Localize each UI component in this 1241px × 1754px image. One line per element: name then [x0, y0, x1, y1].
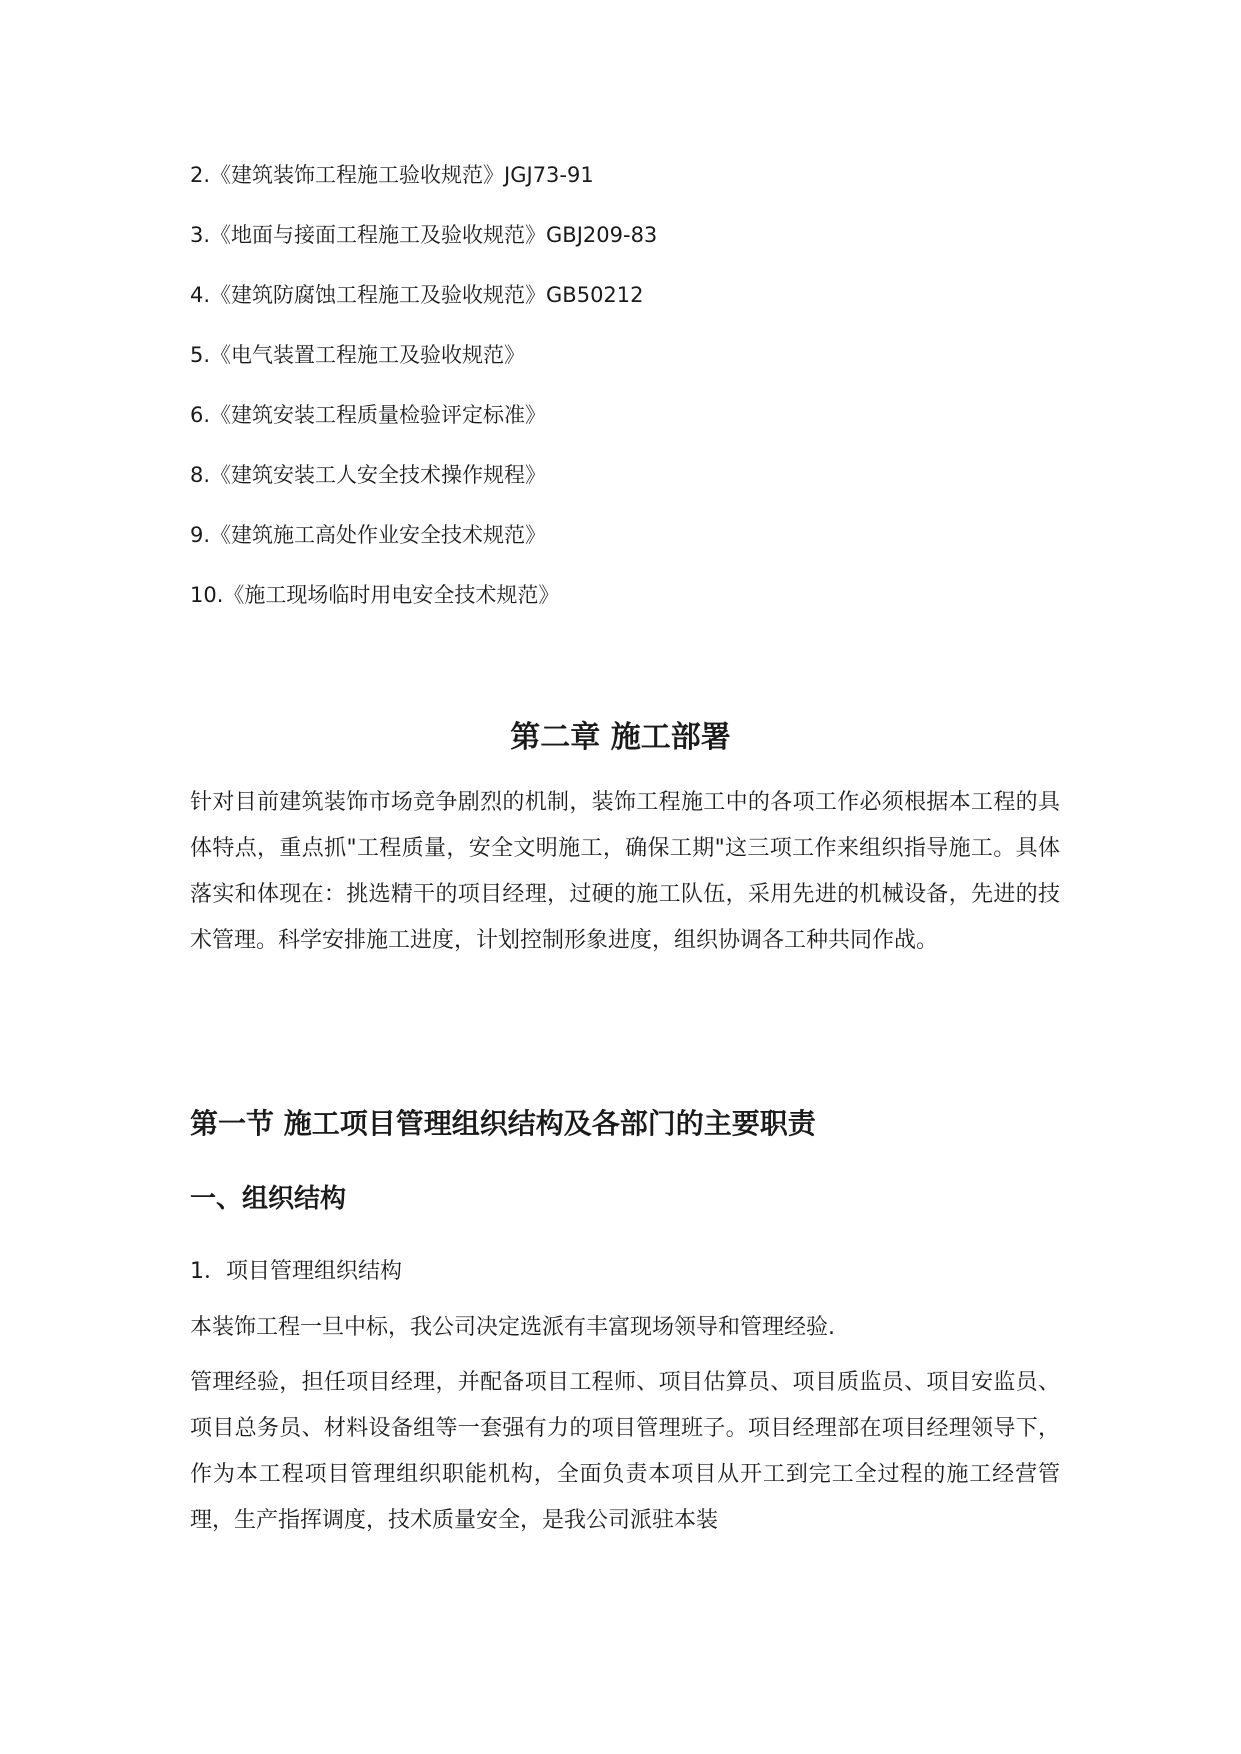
- reference-item: 4.《建筑防腐蚀工程施工及验收规范》GB50212: [190, 283, 644, 307]
- reference-item: 2.《建筑装饰工程施工验收规范》JGJ73-91: [190, 163, 594, 187]
- reference-item: 8.《建筑安装工人安全技术操作规程》: [190, 463, 547, 487]
- chapter-title: 第二章 施工部署: [510, 720, 731, 755]
- reference-item: 6.《建筑安装工程质量检验评定标准》: [190, 403, 547, 427]
- reference-item: 5.《电气装置工程施工及验收规范》: [190, 343, 526, 367]
- reference-item: 3.《地面与接面工程施工及验收规范》GBJ209-83: [190, 223, 658, 247]
- reference-item: 10.《施工现场临时用电安全技术规范》: [190, 583, 560, 607]
- reference-item: 9.《建筑施工高处作业安全技术规范》: [190, 523, 547, 547]
- chapter-paragraph: 针对目前建筑装饰市场竞争剧烈的机制，装饰工程施工中的各项工作必须根据本工程的具体特点，重点抓"工程质量，安全文明施工，确保工期"这三项工作来组织指导施工。具体落实和体现在：挑选精干的项目经理，过硬的施工队伍，采用先进的机械设备，先进的技术管理。科学安排施工进度，计划控制形象进度，组织协调各工种共同作战。: [190, 790, 1060, 953]
- section-title: 第一节 施工项目管理组织结构及各部门的主要职责: [190, 1107, 816, 1140]
- body-paragraph: 管理经验，担任项目经理，并配备项目工程师、项目估算员、项目质监员、项目安监员、项目总务员、材料设备组等一套强有力的项目管理班子。项目经理部在项目经理领导下，作为本工程项目管理组织职能机构，全面负责本项目从开工到完工全过程的施工经营管理，生产指挥调度，技术质量安全，是我公司派驻本装: [190, 1370, 1060, 1533]
- body-line: 本装饰工程一旦中标，我公司决定选派有丰富现场领导和管理经验.: [190, 1315, 835, 1340]
- subsection-title: 一、组织结构: [190, 1184, 347, 1214]
- item-title: 1．项目管理组织结构: [190, 1259, 402, 1284]
